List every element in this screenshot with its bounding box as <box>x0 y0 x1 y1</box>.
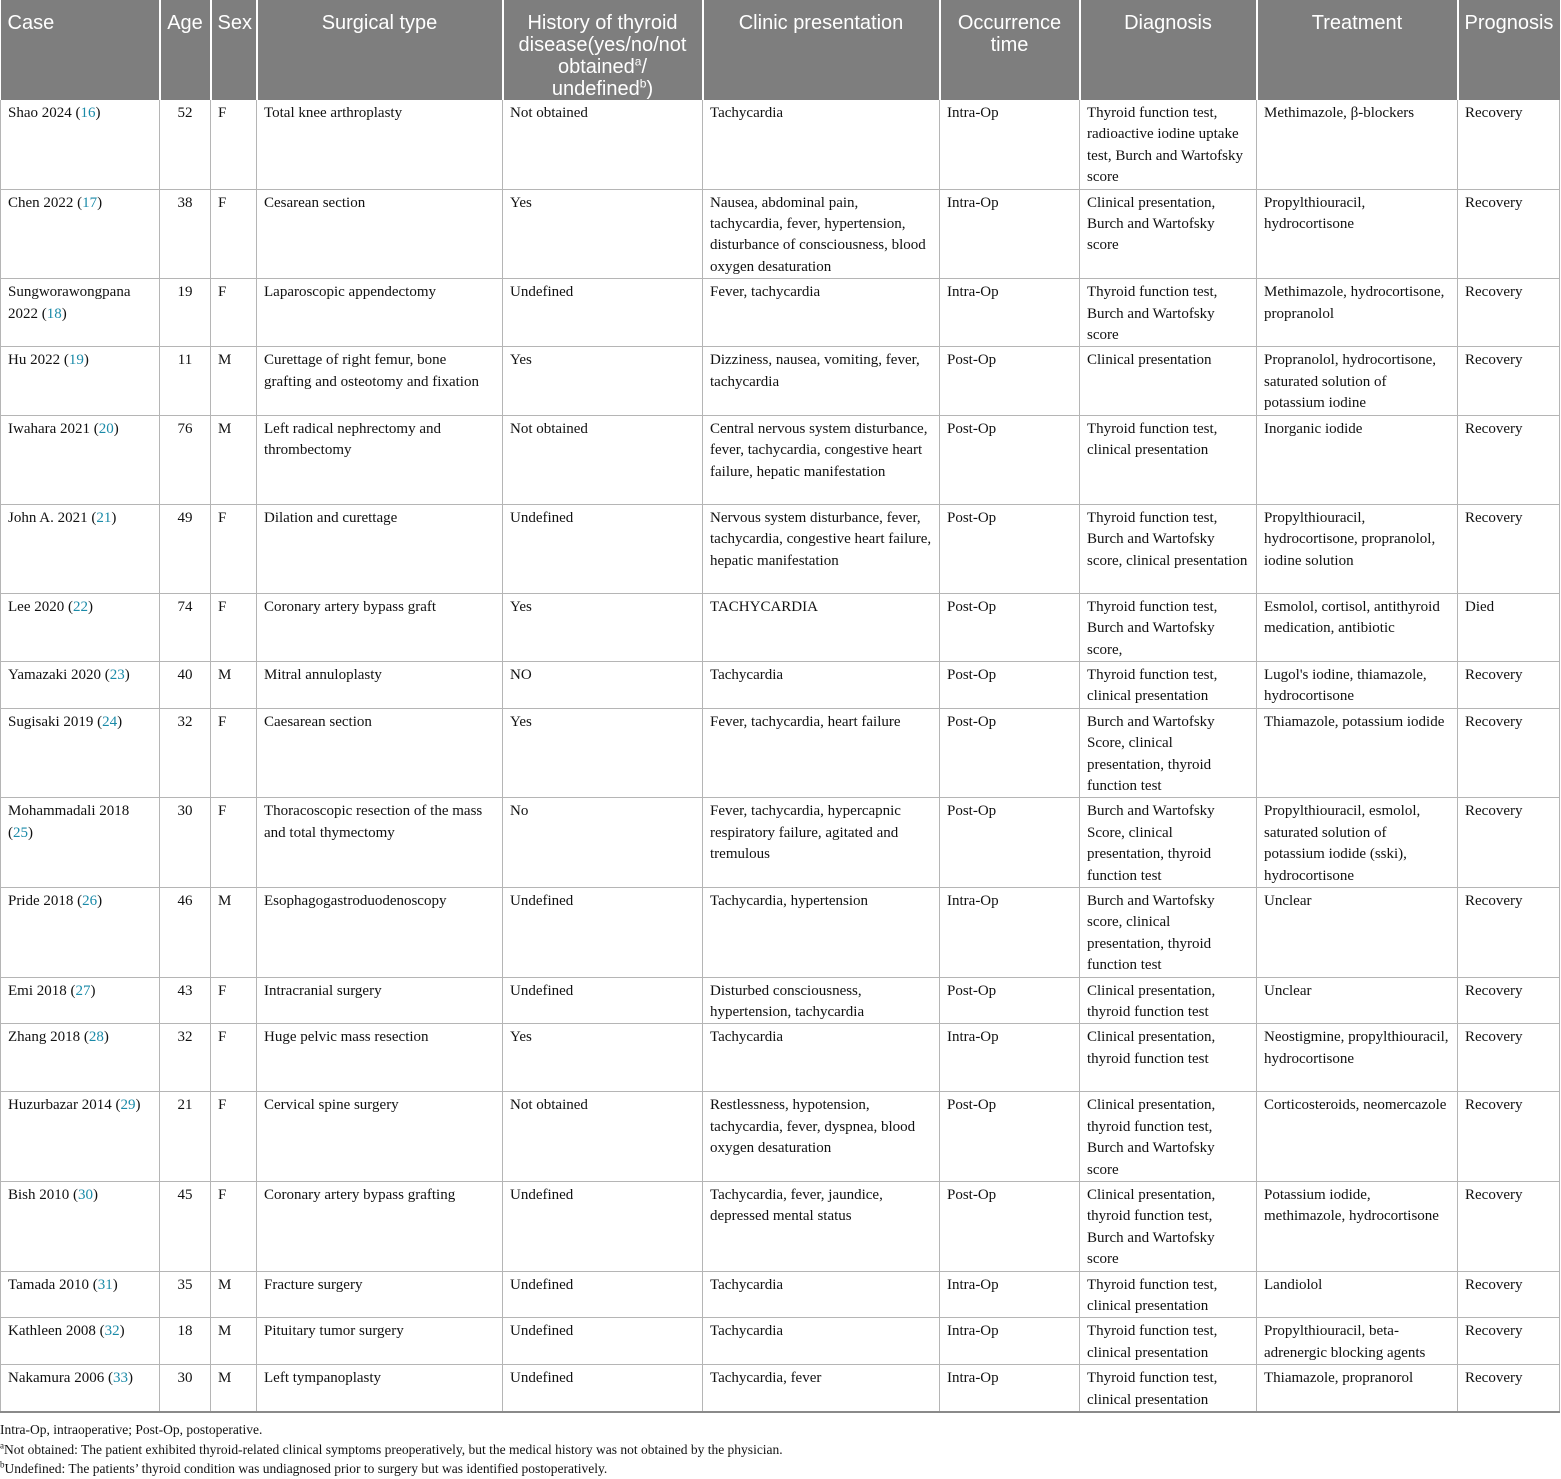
cell-diagnosis: Clinical presentation, thyroid function test <box>1080 1024 1257 1092</box>
cell-prognosis: Recovery <box>1458 1318 1560 1365</box>
cell-occurrence-time: Post-Op <box>940 661 1080 708</box>
cell-prognosis: Recovery <box>1458 415 1560 504</box>
cell-clinic-presentation: Disturbed consciousness, hypertension, tachycardia <box>703 977 940 1024</box>
cell-diagnosis: Burch and Wartofsky Score, clinical presentation, thyroid function test <box>1080 708 1257 798</box>
header-history-sup-b: b <box>639 76 647 91</box>
case-name: Bish 2010 ( <box>8 1187 79 1204</box>
table-row <box>1 189 1560 279</box>
case-name: Yamazaki 2020 ( <box>8 666 110 683</box>
header-history <box>503 0 703 100</box>
cell-prognosis: Recovery <box>1458 1365 1560 1412</box>
cell-treatment: Methimazole, β-blockers <box>1257 100 1458 189</box>
cell-diagnosis: Clinical presentation <box>1080 347 1257 415</box>
case-close-paren: ) <box>119 1323 125 1340</box>
footnote-b-mark: b <box>0 1459 5 1470</box>
cell-history: Yes <box>503 1024 703 1092</box>
cell-sex: F <box>211 189 257 279</box>
cell-surgical-type: Fracture surgery <box>257 1271 503 1318</box>
cell-clinic-presentation: Tachycardia <box>703 1271 940 1318</box>
table-row <box>1 1024 1560 1092</box>
reference-link[interactable]: 21 <box>96 509 112 526</box>
cell-surgical-type: Mitral annuloplasty <box>257 661 503 708</box>
table-row <box>1 1092 1560 1182</box>
cell-case <box>1 593 160 661</box>
cell-surgical-type: Pituitary tumor surgery <box>257 1318 503 1365</box>
cell-diagnosis: Burch and Wartofsky score, clinical presentation, thyroid function test <box>1080 887 1257 977</box>
cell-prognosis: Recovery <box>1458 798 1560 888</box>
cell-clinic-presentation: Nausea, abdominal pain, tachycardia, fever, hypertension, disturbance of consciousness, blood oxygen desaturation <box>703 189 940 279</box>
cell-treatment: Thiamazole, propranorol <box>1257 1365 1458 1412</box>
header-case: Case <box>1 0 160 100</box>
table-row <box>1 798 1560 888</box>
cell-occurrence-time: Intra-Op <box>940 279 1080 347</box>
case-close-paren: ) <box>97 892 103 909</box>
header-surgical-type: Surgical type <box>257 0 503 100</box>
cell-treatment: Propranolol, hydrocortisone, saturated solution of potassium iodine <box>1257 347 1458 415</box>
cell-prognosis: Recovery <box>1458 347 1560 415</box>
cell-age: 19 <box>160 279 211 347</box>
reference-link[interactable]: 33 <box>112 1370 128 1387</box>
case-close-paren: ) <box>112 1276 118 1293</box>
cell-clinic-presentation: Fever, tachycardia, hypercapnic respiratory failure, agitated and tremulous <box>703 798 940 888</box>
cell-clinic-presentation: Restlessness, hypotension, tachycardia, fever, dyspnea, blood oxygen desaturation <box>703 1092 940 1182</box>
cell-history: Not obtained <box>503 100 703 189</box>
case-name: John A. 2021 ( <box>8 509 97 526</box>
cell-diagnosis: Thyroid function test, clinical presentation <box>1080 415 1257 504</box>
footnote-a-text: Not obtained: The patient exhibited thyroid-related clinical symptoms preoperatively, but the medical history was not obtained by the physician. <box>4 1441 783 1457</box>
cell-age: 40 <box>160 661 211 708</box>
table-footnotes <box>0 1420 783 1479</box>
reference-link[interactable]: 25 <box>13 824 28 841</box>
cell-case <box>1 415 160 504</box>
cell-sex: M <box>211 1365 257 1412</box>
cell-history: Undefined <box>503 1182 703 1272</box>
cell-history: NO <box>503 661 703 708</box>
header-sex: Sex <box>211 0 257 100</box>
reference-link[interactable]: 23 <box>109 666 125 683</box>
case-name: Pride 2018 ( <box>8 892 83 909</box>
cell-case <box>1 100 160 189</box>
cell-occurrence-time: Post-Op <box>940 977 1080 1024</box>
cell-clinic-presentation: TACHYCARDIA <box>703 593 940 661</box>
cell-diagnosis: Clinical presentation, thyroid function test <box>1080 977 1257 1024</box>
cell-diagnosis: Thyroid function test, clinical presentation <box>1080 1365 1257 1412</box>
case-name: Emi 2018 ( <box>8 982 76 999</box>
cell-history: Undefined <box>503 504 703 593</box>
cell-prognosis: Recovery <box>1458 887 1560 977</box>
cell-treatment: Methimazole, hydrocortisone, propranolol <box>1257 279 1458 347</box>
case-name: Zhang 2018 ( <box>8 1029 89 1046</box>
cell-treatment: Potassium iodide, methimazole, hydrocortisone <box>1257 1182 1458 1272</box>
case-close-paren: ) <box>117 713 123 730</box>
cell-clinic-presentation: Fever, tachycardia <box>703 279 940 347</box>
case-name: Shao 2024 ( <box>8 105 81 121</box>
cell-age: 38 <box>160 189 211 279</box>
cell-history: Yes <box>503 593 703 661</box>
cell-prognosis: Recovery <box>1458 661 1560 708</box>
cell-age: 35 <box>160 1271 211 1318</box>
reference-link[interactable]: 31 <box>97 1276 113 1293</box>
header-history-text-2: / undefined <box>551 56 647 100</box>
header-age: Age <box>160 0 211 100</box>
header-history-text-1: History of thyroid disease(yes/no/not obtained <box>518 12 687 78</box>
cell-surgical-type: Cesarean section <box>257 189 503 279</box>
cell-case <box>1 708 160 798</box>
cell-prognosis: Recovery <box>1458 279 1560 347</box>
cell-case <box>1 1092 160 1182</box>
case-close-paren: ) <box>124 666 130 683</box>
cell-occurrence-time: Post-Op <box>940 708 1080 798</box>
cell-sex: M <box>211 1318 257 1365</box>
cell-case <box>1 189 160 279</box>
cell-surgical-type: Esophagogastroduodenoscopy <box>257 887 503 977</box>
reference-link[interactable]: 20 <box>98 420 114 437</box>
cell-treatment: Esmolol, cortisol, antithyroid medication, antibiotic <box>1257 593 1458 661</box>
case-name: Sungworawongpana 2022 ( <box>8 284 131 322</box>
cell-history: Undefined <box>503 279 703 347</box>
case-name: Hu 2022 ( <box>8 352 69 369</box>
cell-history: Yes <box>503 347 703 415</box>
cell-age: 21 <box>160 1092 211 1182</box>
cell-clinic-presentation: Tachycardia <box>703 661 940 708</box>
case-name: Lee 2020 ( <box>8 598 73 615</box>
table-row <box>1 1365 1560 1412</box>
cell-diagnosis: Thyroid function test, Burch and Wartofsky score, <box>1080 593 1257 661</box>
cell-sex: F <box>211 977 257 1024</box>
cell-clinic-presentation: Tachycardia <box>703 100 940 189</box>
cell-diagnosis: Clinical presentation, thyroid function test, Burch and Wartofsky score <box>1080 1092 1257 1182</box>
cell-diagnosis: Thyroid function test, Burch and Wartofsky score <box>1080 279 1257 347</box>
cell-occurrence-time: Post-Op <box>940 798 1080 888</box>
cell-prognosis: Recovery <box>1458 1271 1560 1318</box>
cell-surgical-type: Laparoscopic appendectomy <box>257 279 503 347</box>
cell-age: 32 <box>160 708 211 798</box>
cell-age: 74 <box>160 593 211 661</box>
cell-sex: M <box>211 1271 257 1318</box>
cell-prognosis: Recovery <box>1458 1092 1560 1182</box>
cell-sex: F <box>211 1092 257 1182</box>
cell-surgical-type: Intracranial surgery <box>257 977 503 1024</box>
cell-prognosis: Recovery <box>1458 1024 1560 1092</box>
case-close-paren: ) <box>83 352 89 369</box>
case-close-paren: ) <box>111 509 117 526</box>
table-row <box>1 977 1560 1024</box>
cell-history: Not obtained <box>503 415 703 504</box>
cell-age: 49 <box>160 504 211 593</box>
header-clinic-presentation: Clinic presentation <box>703 0 940 100</box>
header-diagnosis: Diagnosis <box>1080 0 1257 100</box>
cell-case <box>1 1271 160 1318</box>
reference-link[interactable]: 17 <box>82 194 98 211</box>
cell-treatment: Neostigmine, propylthiouracil, hydrocortisone <box>1257 1024 1458 1092</box>
cell-history: No <box>503 798 703 888</box>
reference-link[interactable]: 30 <box>78 1187 94 1204</box>
table-row <box>1 1318 1560 1365</box>
cell-history: Undefined <box>503 1365 703 1412</box>
cell-sex: M <box>211 661 257 708</box>
table-body <box>1 100 1560 1412</box>
case-close-paren: ) <box>87 598 93 615</box>
cell-case <box>1 504 160 593</box>
reference-link[interactable]: 16 <box>80 105 96 121</box>
cell-clinic-presentation: Tachycardia, fever, jaundice, depressed mental status <box>703 1182 940 1272</box>
cell-diagnosis: Thyroid function test, radioactive iodine uptake test, Burch and Wartofsky score <box>1080 100 1257 189</box>
table-row <box>1 100 1560 189</box>
cell-surgical-type: Caesarean section <box>257 708 503 798</box>
cell-diagnosis: Clinical presentation, Burch and Wartofsky score <box>1080 189 1257 279</box>
cell-prognosis: Recovery <box>1458 189 1560 279</box>
cell-treatment: Unclear <box>1257 887 1458 977</box>
case-name: Kathleen 2008 ( <box>8 1323 105 1340</box>
cell-age: 76 <box>160 415 211 504</box>
case-close-paren: ) <box>113 420 119 437</box>
cell-history: Yes <box>503 189 703 279</box>
cell-case <box>1 1365 160 1412</box>
case-close-paren: ) <box>28 824 33 841</box>
cell-age: 30 <box>160 1365 211 1412</box>
cell-sex: F <box>211 798 257 888</box>
case-close-paren: ) <box>90 982 96 999</box>
cell-case <box>1 977 160 1024</box>
cell-occurrence-time: Post-Op <box>940 415 1080 504</box>
reference-link[interactable]: 27 <box>75 982 91 999</box>
cell-prognosis: Recovery <box>1458 100 1560 189</box>
footnote-a-mark: a <box>0 1440 4 1450</box>
cell-case <box>1 887 160 977</box>
cell-surgical-type: Curettage of right femur, bone grafting and osteotomy and fixation <box>257 347 503 415</box>
cell-treatment: Propylthiouracil, hydrocortisone <box>1257 189 1458 279</box>
cell-sex: M <box>211 415 257 504</box>
cell-treatment: Landiolol <box>1257 1271 1458 1318</box>
cell-clinic-presentation: Nervous system disturbance, fever, tachycardia, congestive heart failure, hepatic manifestation <box>703 504 940 593</box>
cell-occurrence-time: Intra-Op <box>940 100 1080 189</box>
cell-case <box>1 1024 160 1092</box>
cell-case <box>1 798 160 888</box>
cell-case <box>1 1182 160 1272</box>
cell-occurrence-time: Post-Op <box>940 1182 1080 1272</box>
cell-surgical-type: Total knee arthroplasty <box>257 100 503 189</box>
case-close-paren: ) <box>97 194 103 211</box>
cell-age: 43 <box>160 977 211 1024</box>
cell-history: Undefined <box>503 1271 703 1318</box>
cell-age: 32 <box>160 1024 211 1092</box>
table-row <box>1 1271 1560 1318</box>
cell-surgical-type: Thoracoscopic resection of the mass and total thymectomy <box>257 798 503 888</box>
case-name: Tamada 2010 ( <box>8 1276 98 1293</box>
header-history-sup-a: a <box>634 54 642 69</box>
cell-clinic-presentation: Tachycardia <box>703 1024 940 1092</box>
case-close-paren: ) <box>93 1187 99 1204</box>
table-row <box>1 887 1560 977</box>
cell-sex: F <box>211 100 257 189</box>
table-row <box>1 279 1560 347</box>
table-row <box>1 504 1560 593</box>
cell-history: Undefined <box>503 1318 703 1365</box>
cell-diagnosis: Thyroid function test, clinical presentation <box>1080 1318 1257 1365</box>
cell-clinic-presentation: Tachycardia, hypertension <box>703 887 940 977</box>
cell-sex: F <box>211 1024 257 1092</box>
cell-sex: M <box>211 887 257 977</box>
cell-surgical-type: Left radical nephrectomy and thrombectomy <box>257 415 503 504</box>
case-name: Chen 2022 ( <box>8 194 83 211</box>
cell-sex: F <box>211 279 257 347</box>
cell-treatment: Thiamazole, potassium iodide <box>1257 708 1458 798</box>
cell-treatment: Propylthiouracil, hydrocortisone, propranolol, iodine solution <box>1257 504 1458 593</box>
reference-link[interactable]: 19 <box>68 352 84 369</box>
reference-link[interactable]: 18 <box>46 305 62 322</box>
case-close-paren: ) <box>103 1029 109 1046</box>
cell-occurrence-time: Intra-Op <box>940 1024 1080 1092</box>
cell-treatment: Corticosteroids, neomercazole <box>1257 1092 1458 1182</box>
cell-occurrence-time: Intra-Op <box>940 1271 1080 1318</box>
cell-clinic-presentation: Fever, tachycardia, heart failure <box>703 708 940 798</box>
cell-surgical-type: Left tympanoplasty <box>257 1365 503 1412</box>
case-name: Iwahara 2021 ( <box>8 420 99 437</box>
cell-clinic-presentation: Dizziness, nausea, vomiting, fever, tachycardia <box>703 347 940 415</box>
cell-diagnosis: Thyroid function test, clinical presentation <box>1080 661 1257 708</box>
cell-age: 11 <box>160 347 211 415</box>
case-name: Nakamura 2006 ( <box>8 1370 113 1387</box>
reference-link[interactable]: 24 <box>102 713 118 730</box>
cell-prognosis: Died <box>1458 593 1560 661</box>
cell-occurrence-time: Post-Op <box>940 347 1080 415</box>
table-row <box>1 1182 1560 1272</box>
reference-link[interactable]: 28 <box>88 1029 104 1046</box>
cell-treatment: Propylthiouracil, esmolol, saturated solution of potassium iodide (sski), hydrocortisone <box>1257 798 1458 888</box>
cell-prognosis: Recovery <box>1458 1182 1560 1272</box>
header-prognosis: Prognosis <box>1458 0 1560 100</box>
cell-age: 46 <box>160 887 211 977</box>
header-history-text-3: ) <box>646 78 654 100</box>
cell-diagnosis: Burch and Wartofsky Score, clinical presentation, thyroid function test <box>1080 798 1257 888</box>
cell-occurrence-time: Post-Op <box>940 593 1080 661</box>
header-row <box>1 0 1560 100</box>
cell-case <box>1 1318 160 1365</box>
cell-sex: F <box>211 1182 257 1272</box>
case-close-paren: ) <box>127 1370 133 1387</box>
cell-age: 45 <box>160 1182 211 1272</box>
case-name: Sugisaki 2019 ( <box>8 713 103 730</box>
table-row <box>1 347 1560 415</box>
cell-occurrence-time: Intra-Op <box>940 189 1080 279</box>
cell-clinic-presentation: Tachycardia <box>703 1318 940 1365</box>
cell-diagnosis: Thyroid function test, Burch and Wartofsky score, clinical presentation <box>1080 504 1257 593</box>
reference-link[interactable]: 22 <box>72 598 88 615</box>
cell-surgical-type: Dilation and curettage <box>257 504 503 593</box>
cell-case <box>1 661 160 708</box>
footnote-b <box>0 1459 783 1479</box>
cell-treatment: Lugol's iodine, thiamazole, hydrocortisone <box>1257 661 1458 708</box>
cell-surgical-type: Huge pelvic mass resection <box>257 1024 503 1092</box>
footnote-a <box>0 1440 783 1460</box>
cell-occurrence-time: Post-Op <box>940 1092 1080 1182</box>
cell-treatment: Propylthiouracil, beta-adrenergic blocking agents <box>1257 1318 1458 1365</box>
cell-case <box>1 279 160 347</box>
reference-link[interactable]: 26 <box>82 892 98 909</box>
reference-link[interactable]: 29 <box>120 1097 136 1114</box>
table-row <box>1 593 1560 661</box>
cell-sex: M <box>211 347 257 415</box>
header-treatment: Treatment <box>1257 0 1458 100</box>
cell-history: Undefined <box>503 977 703 1024</box>
footnote-b-text: Undefined: The patients’ thyroid condition was undiagnosed prior to surgery but was identified postoperatively. <box>4 1461 608 1476</box>
reference-link[interactable]: 32 <box>104 1323 120 1340</box>
cell-prognosis: Recovery <box>1458 504 1560 593</box>
cell-sex: F <box>211 504 257 593</box>
cell-occurrence-time: Intra-Op <box>940 1365 1080 1412</box>
cell-history: Not obtained <box>503 1092 703 1182</box>
cell-diagnosis: Thyroid function test, clinical presentation <box>1080 1271 1257 1318</box>
cell-surgical-type: Cervical spine surgery <box>257 1092 503 1182</box>
cell-treatment: Unclear <box>1257 977 1458 1024</box>
case-name: Huzurbazar 2014 ( <box>8 1097 121 1114</box>
cell-history: Yes <box>503 708 703 798</box>
cell-case <box>1 347 160 415</box>
cell-age: 18 <box>160 1318 211 1365</box>
cell-age: 52 <box>160 100 211 189</box>
table-row <box>1 415 1560 504</box>
cell-history: Undefined <box>503 887 703 977</box>
cell-occurrence-time: Post-Op <box>940 504 1080 593</box>
header-occurrence-time: Occurrence time <box>940 0 1080 100</box>
case-close-paren: ) <box>95 105 101 121</box>
cell-occurrence-time: Intra-Op <box>940 1318 1080 1365</box>
cell-prognosis: Recovery <box>1458 708 1560 798</box>
cell-occurrence-time: Intra-Op <box>940 887 1080 977</box>
case-close-paren: ) <box>61 305 67 322</box>
cell-surgical-type: Coronary artery bypass graft <box>257 593 503 661</box>
case-close-paren: ) <box>135 1097 141 1114</box>
cell-prognosis: Recovery <box>1458 977 1560 1024</box>
case-name: Mohammadali 2018 ( <box>8 803 130 841</box>
cell-sex: F <box>211 593 257 661</box>
cell-age: 30 <box>160 798 211 888</box>
cell-treatment: Inorganic iodide <box>1257 415 1458 504</box>
table-row <box>1 661 1560 708</box>
table-row <box>1 708 1560 798</box>
footnote-abbreviations: Intra-Op, intraoperative; Post-Op, postoperative. <box>0 1422 263 1437</box>
cell-diagnosis: Clinical presentation, thyroid function test, Burch and Wartofsky score <box>1080 1182 1257 1272</box>
cell-sex: F <box>211 708 257 798</box>
cell-clinic-presentation: Tachycardia, fever <box>703 1365 940 1412</box>
cell-surgical-type: Coronary artery bypass grafting <box>257 1182 503 1272</box>
cell-clinic-presentation: Central nervous system disturbance, fever, tachycardia, congestive heart failure, hepatic manifestation <box>703 415 940 504</box>
